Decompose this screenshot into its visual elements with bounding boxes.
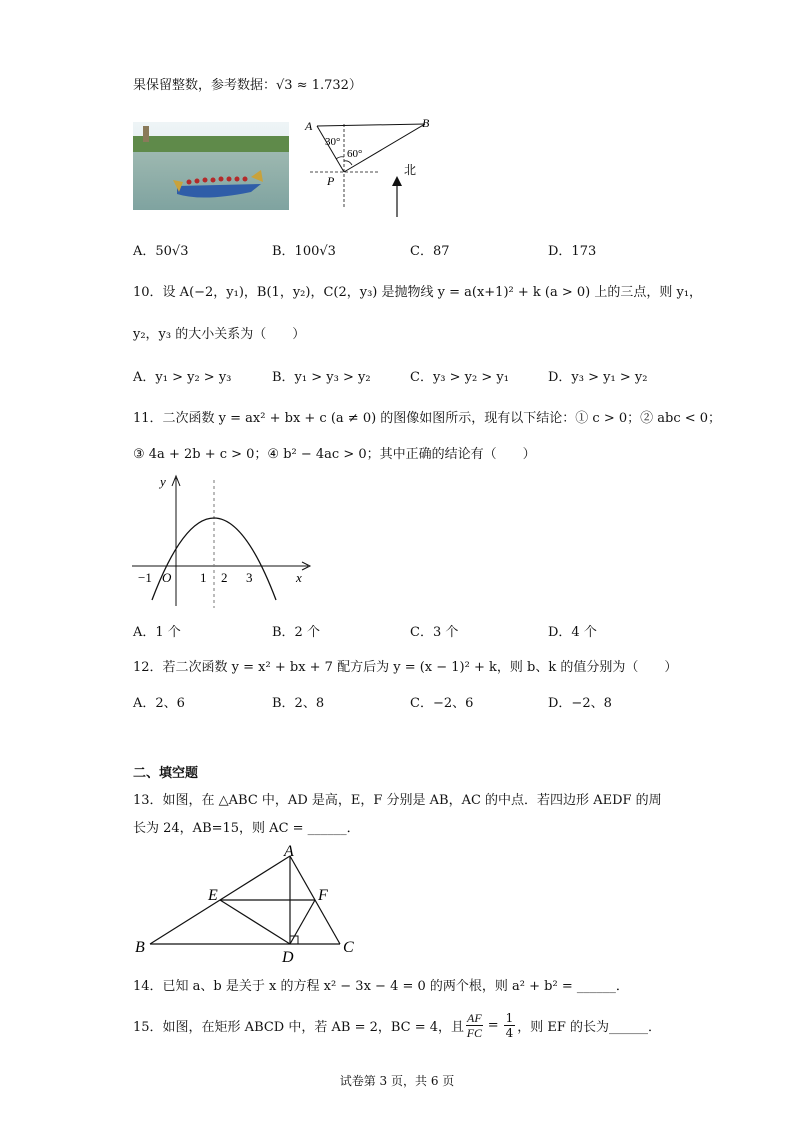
tick-3: 3 [246, 570, 253, 585]
q11-option-b[interactable]: B．2 个 [272, 625, 320, 640]
north-label: 北 [404, 163, 417, 177]
q15-post: ，则 EF 的长为______． [517, 1020, 662, 1035]
label-A: A [305, 119, 313, 133]
tick-1: 1 [200, 570, 207, 585]
q9-option-d[interactable]: D．173 [548, 244, 597, 259]
parabola-graph [130, 470, 320, 612]
q11-option-a[interactable]: A．1 个 [133, 625, 181, 640]
q15-eq: = [487, 1018, 499, 1033]
tick-2: 2 [221, 570, 228, 585]
q12-option-c[interactable]: C．−2、6 [410, 696, 474, 711]
q13-stem-line2: 长为 24，AB=15，则 AC = ______． [133, 821, 360, 836]
q9-option-b[interactable]: B．100√3 [272, 244, 336, 259]
axis-y-label: y [160, 474, 166, 489]
triangle-diagram [130, 838, 370, 966]
q15-pre: 15．如图，在矩形 ABCD 中，若 AB = 2，BC = 4，且 [133, 1020, 465, 1035]
q10-option-a[interactable]: A．y₁ > y₂ > y₃ [133, 370, 232, 385]
q10-stem-line1: 10．设 A(−2，y₁)，B(1，y₂)，C(2，y₃) 是抛物线 y = a(x+1)² + k (a > 0) 上的三点，则 y₁， [133, 285, 703, 300]
label-F: F [318, 887, 328, 904]
q10-option-b[interactable]: B．y₁ > y₃ > y₂ [272, 370, 371, 385]
q15-fraction-value [504, 1011, 516, 1040]
label-B: B [422, 116, 430, 130]
q10-stem-line2: y₂，y₃ 的大小关系为（ ） [133, 327, 306, 342]
section-title-fill-in: 二、填空题 [133, 766, 199, 781]
q11-stem-line1: 11．二次函数 y = ax² + bx + c (a ≠ 0) 的图像如图所示，现有以下结论：① c > 0；② abc < 0； [133, 411, 722, 426]
q11-stem-line2: ③ 4a + 2b + c > 0；④ b² − 4ac > 0；其中正确的结论有（ ） [133, 447, 536, 462]
label-B: B [135, 939, 145, 956]
q11-option-d[interactable]: D．4 个 [548, 625, 597, 640]
q15-val-den: 4 [505, 1026, 514, 1040]
q12-option-b[interactable]: B．2、8 [272, 696, 325, 711]
q14-stem: 14．已知 a、b 是关于 x 的方程 x² − 3x − 4 = 0 的两个根，则 a² + b² = ______． [133, 979, 629, 994]
q11-option-c[interactable]: C．3 个 [410, 625, 459, 640]
origin-label: O [162, 570, 172, 585]
label-C: C [343, 939, 354, 956]
q15-stem [133, 1011, 661, 1040]
angle-30: 30° [325, 136, 341, 148]
axis-x-label: x [296, 570, 302, 585]
q10-option-d[interactable]: D．y₃ > y₁ > y₂ [548, 370, 648, 385]
q9-option-a[interactable]: A．50√3 [133, 244, 189, 259]
q10-option-c[interactable]: C．y₃ > y₂ > y₁ [410, 370, 509, 385]
label-D: D [282, 949, 294, 966]
q13-stem-line1: 13．如图，在 △ABC 中，AD 是高，E，F 分别是 AB，AC 的中点．若四边形 AEDF 的周 [133, 793, 662, 808]
q15-fraction-af-fc [466, 1011, 483, 1040]
question-9-tail: 果保留整数，参考数据：√3 ≈ 1.732） [133, 78, 362, 93]
tick-neg1: −1 [138, 570, 152, 585]
q15-frac-num: AF [467, 1011, 482, 1025]
q12-option-a[interactable]: A．2、6 [133, 696, 185, 711]
bearing-diagram [300, 112, 450, 220]
label-A: A [284, 843, 294, 860]
angle-60: 60° [347, 148, 363, 160]
q12-option-d[interactable]: D．−2、8 [548, 696, 612, 711]
dragon-boat-photo [133, 122, 289, 210]
q15-frac-den: FC [466, 1026, 483, 1040]
label-P: P [327, 174, 335, 188]
q15-val-num: 1 [505, 1011, 514, 1025]
page-footer: 试卷第 3 页，共 6 页 [339, 1074, 455, 1088]
label-E: E [208, 887, 218, 904]
q12-stem: 12．若二次函数 y = x² + bx + 7 配方后为 y = (x − 1)² + k，则 b、k 的值分别为（ ） [133, 660, 678, 675]
q9-option-c[interactable]: C．87 [410, 244, 450, 259]
